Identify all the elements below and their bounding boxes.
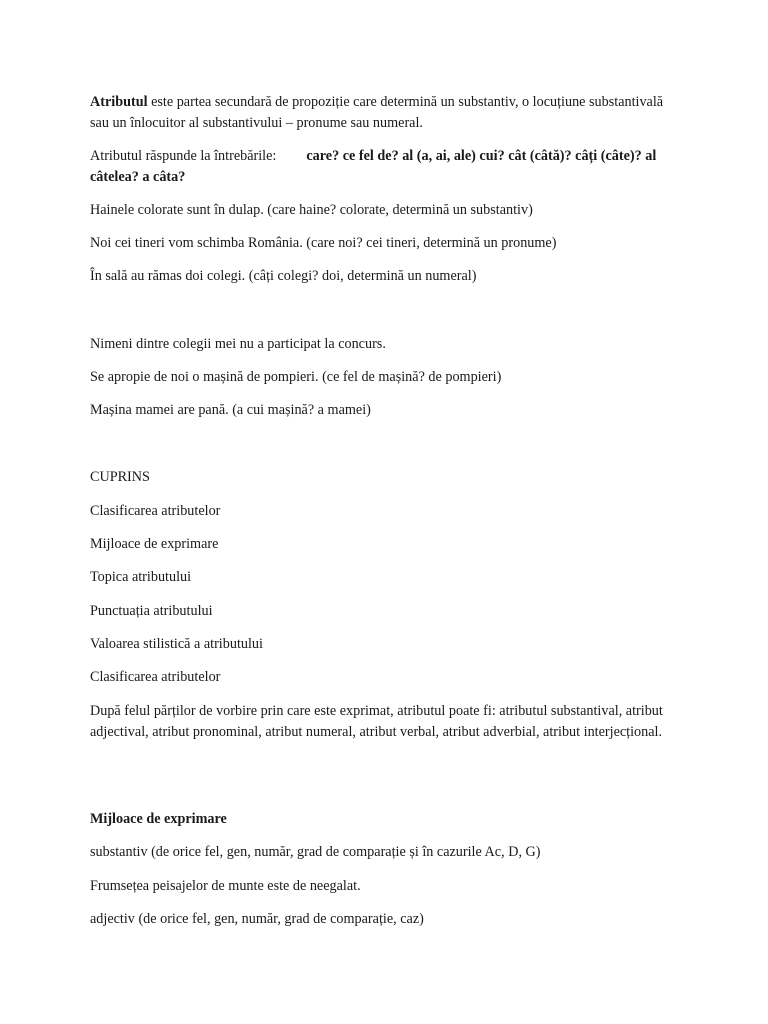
- questions-lead: Atributul răspunde la întrebările:: [90, 148, 277, 164]
- means-heading-text: Mijloace de exprimare: [90, 811, 227, 827]
- contents-item: Punctuația atributului: [90, 603, 213, 619]
- contents-item: Topica atributului: [90, 569, 192, 585]
- means-heading: [90, 809, 680, 830]
- contents-item: Clasificarea atributelor: [90, 669, 221, 685]
- questions-paragraph: [90, 146, 680, 188]
- intro-definition: este partea secundară de propoziție care determină un substantiv, o locuțiune substantivală sau un înlocuitor al substantivului – pronume sau numeral.: [90, 94, 664, 131]
- contents-item: Valoarea stilistică a atributului: [90, 636, 263, 652]
- example-line: Nimeni dintre colegii mei nu a participat la concurs.: [90, 336, 386, 352]
- means-line: substantiv (de orice fel, gen, număr, grad de comparație și în cazurile Ac, D, G): [90, 844, 541, 860]
- example-line: În sală au rămas doi colegi. (câți colegi? doi, determină un numeral): [90, 268, 477, 284]
- classification-paragraph: După felul părților de vorbire prin care este exprimat, atributul poate fi: atributul substantival, atribut adjectival, atribut pronominal, atribut numeral, atribut verbal, atribut adverbial, atribut interjecțional.: [90, 703, 663, 740]
- contents-heading: CUPRINS: [90, 469, 150, 485]
- questions-list: care? ce fel de? al (a, ai, ale) cui? cât (câtă)? câți (câte)? al câtelea? a câta?: [90, 148, 657, 185]
- example-line: Se apropie de noi o mașină de pompieri. (ce fel de mașină? de pompieri): [90, 369, 502, 385]
- intro-term: Atributul: [90, 94, 148, 110]
- means-line: Frumsețea peisajelor de munte este de neegalat.: [90, 878, 361, 894]
- example-line: Noi cei tineri vom schimba România. (care noi? cei tineri, determină un pronume): [90, 235, 557, 251]
- example-line: Mașina mamei are pană. (a cui mașină? a mamei): [90, 402, 371, 418]
- means-line: adjectiv (de orice fel, gen, număr, grad de comparație, caz): [90, 911, 424, 927]
- example-line: Hainele colorate sunt în dulap. (care haine? colorate, determină un substantiv): [90, 202, 533, 218]
- intro-paragraph: [90, 92, 680, 134]
- contents-item: Mijloace de exprimare: [90, 536, 219, 552]
- contents-item: Clasificarea atributelor: [90, 503, 221, 519]
